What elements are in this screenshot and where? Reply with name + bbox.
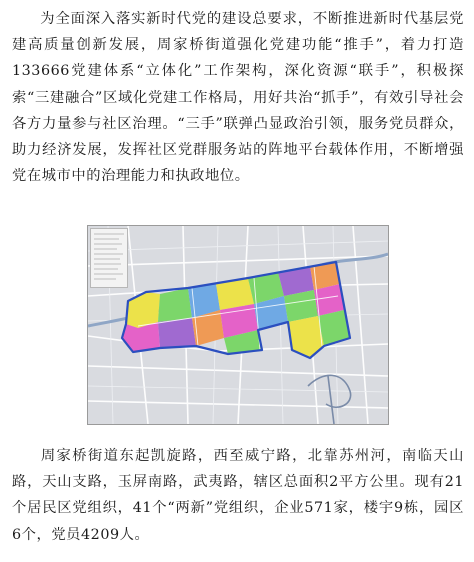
legend-lines <box>94 234 124 279</box>
map-legend <box>90 228 128 288</box>
intro-text: 为全面深入落实新时代党的建设总要求，不断推进新时代基层党建高质量创新发展，周家桥街道强化党建功能“推手”，着力打造133666党建体系“立体化”工作架构，深化资源“联手”，积极探索“三建融合”区域化党建工作格局，用好共治“抓手”，有效引导社会各方力量参与社区治理。“三手”联弹凸显政治引领，服务党员群众，助力经济发展，发挥社区党群服务站的阵地平台载体作用，不断增强党在城市中的治理能力和执政地位。 <box>12 11 464 185</box>
district-map <box>87 225 389 425</box>
profile-paragraph <box>12 443 464 548</box>
legend-graphic <box>91 229 127 287</box>
district-map-graphic <box>88 226 388 424</box>
intro-paragraph <box>12 6 464 189</box>
profile-text: 周家桥街道东起凯旋路，西至威宁路，北靠苏州河，南临天山路，天山支路，玉屏南路，武夷路，辖区总面积2平方公里。现有21个居民区党组织，41个“两新”党组织，企业571家，楼宇9栋，园区6个，党员4209人。 <box>12 448 464 543</box>
